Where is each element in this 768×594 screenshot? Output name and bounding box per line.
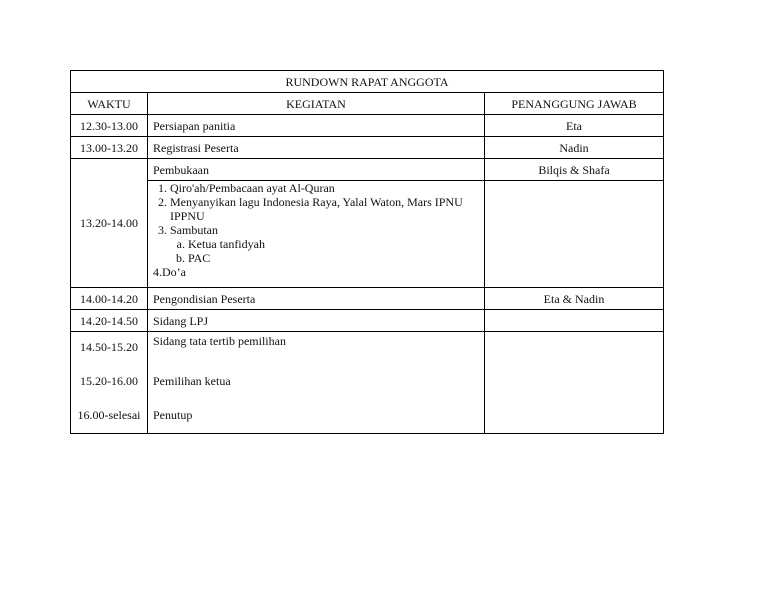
rundown-table: [70, 70, 664, 434]
title-row: [71, 71, 664, 93]
pj-cell: Bilqis & Shafa: [485, 159, 664, 181]
table-row: [71, 115, 664, 137]
kegiatan-cell: Persiapan panitia: [148, 115, 485, 137]
pj-cell: [485, 332, 664, 434]
pj-cell: Eta: [485, 115, 664, 137]
waktu-cell: 12.30-13.00: [71, 115, 148, 137]
pj-cell-empty: [485, 181, 664, 288]
waktu-cell: 14.20-14.50: [71, 310, 148, 332]
sambutan-list: [170, 237, 479, 265]
waktu-cell: 13.00-13.20: [71, 137, 148, 159]
waktu-cell: 13.20-14.00: [71, 159, 148, 288]
waktu-line: 16.00-selesai: [77, 408, 141, 422]
waktu-line: 14.50-15.20: [80, 340, 138, 354]
header-kegiatan: KEGIATAN: [148, 93, 485, 115]
waktu-line: 15.20-16.00: [80, 374, 138, 388]
kegiatan-cell: Pembukaan: [148, 159, 485, 181]
pj-cell: [485, 310, 664, 332]
list-item: 1. Qiro'ah/Pembacaan ayat Al-Quran: [170, 181, 479, 195]
waktu-cell: 14.00-14.20: [71, 288, 148, 310]
list-item: a. Ketua tanfidyah: [188, 237, 479, 251]
kegiatan-cell: Pengondisian Peserta: [148, 288, 485, 310]
list-item: 4.Do’a: [153, 265, 186, 279]
header-penanggung-jawab: PENANGGUNG JAWAB: [485, 93, 664, 115]
header-row: [71, 93, 664, 115]
pj-cell: Nadin: [485, 137, 664, 159]
kegiatan-cell: Registrasi Peserta: [148, 137, 485, 159]
agenda-list: [153, 181, 479, 265]
kegiatan-line: Sidang tata tertib pemilihan: [153, 334, 286, 348]
pj-cell: Eta & Nadin: [485, 288, 664, 310]
table-row: [71, 332, 664, 434]
table-row: [71, 181, 664, 288]
table-row: [71, 159, 664, 181]
list-item: b. PAC: [188, 251, 479, 265]
kegiatan-cell: Sidang LPJ: [148, 310, 485, 332]
table-title: RUNDOWN RAPAT ANGGOTA: [71, 71, 664, 93]
table-row: [71, 288, 664, 310]
header-waktu: WAKTU: [71, 93, 148, 115]
list-item: 2. Menyanyikan lagu Indonesia Raya, Yalal Waton, Mars IPNU IPPNU: [170, 195, 479, 223]
list-item-label: Sambutan: [170, 223, 218, 237]
table-row: [71, 137, 664, 159]
waktu-cell: [71, 332, 148, 434]
kegiatan-line: Penutup: [153, 408, 193, 422]
agenda-list-cell: [148, 181, 485, 288]
list-item: [170, 223, 479, 265]
kegiatan-line: Pemilihan ketua: [153, 374, 231, 388]
kegiatan-cell: [148, 332, 485, 434]
table-row: [71, 310, 664, 332]
